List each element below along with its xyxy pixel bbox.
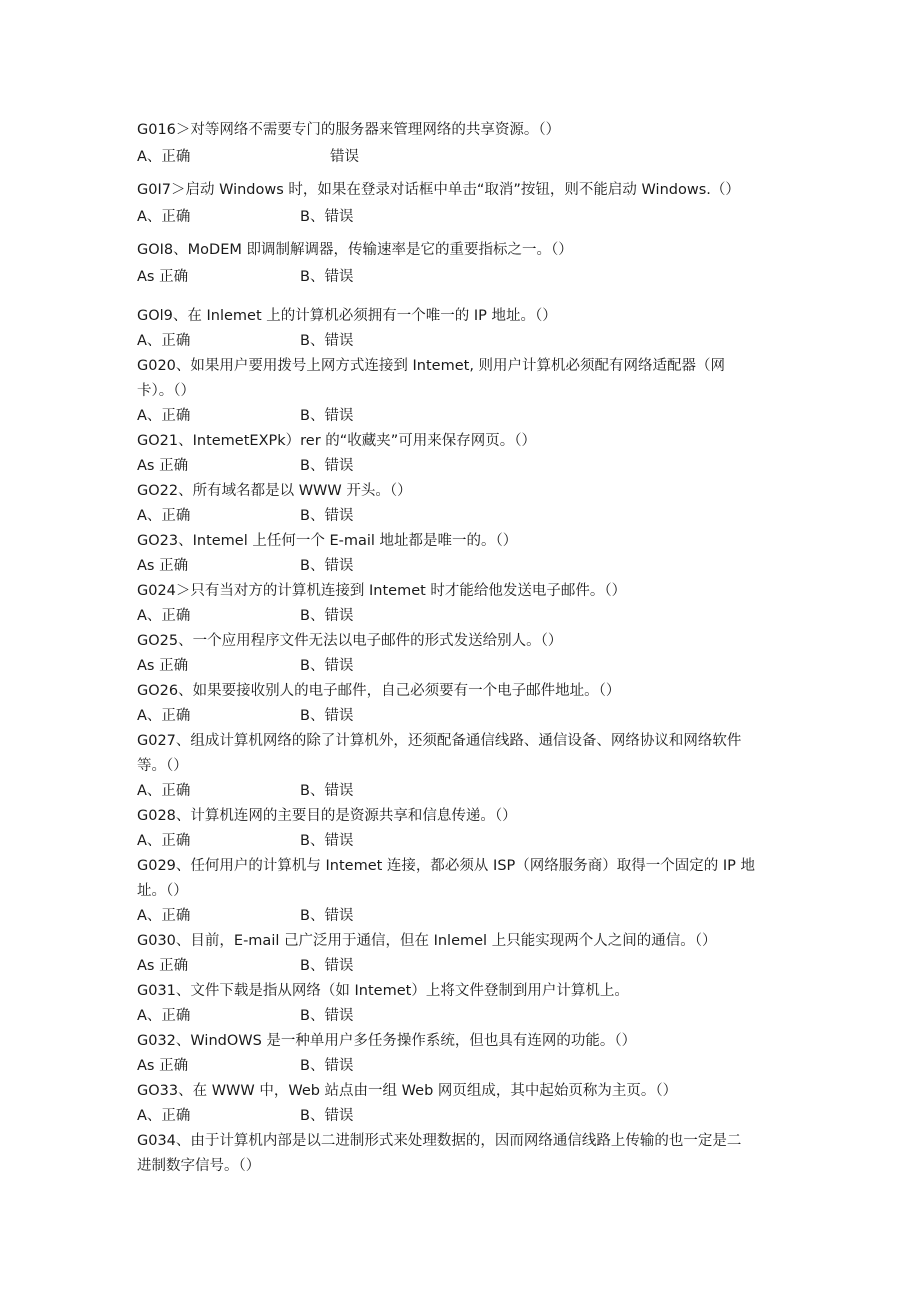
option-a-correct[interactable]: A、正确 [137,708,191,724]
option-a-correct[interactable]: As 正确 [137,958,189,974]
question-text: G030、目前，E-mail 己广泛用于通信，但在 Inlemel 上只能实现两个人之间的通信。（） [137,933,717,949]
option-b-wrong[interactable]: B、错误 [300,958,354,974]
option-b-wrong[interactable]: B、错误 [300,1058,354,1074]
option-a-correct[interactable]: A、正确 [137,833,191,849]
question-text: G031、文件下载是指从网络（如 Intemet）上将文件登制到用户计算机上。 [137,983,629,999]
answer-options [137,956,397,976]
option-a-correct[interactable]: A、正确 [137,408,191,424]
option-a-correct[interactable]: As 正确 [137,458,189,474]
option-a-correct[interactable]: A、正确 [137,333,191,349]
option-b-wrong[interactable]: B、错误 [300,708,354,724]
question-text: GO33、在 WWW 中，Web 站点由一组 Web 网页组成，其中起始页称为主页。（） [137,1083,678,1099]
question-text: G016＞对等网络不需要专门的服务器来管理网络的共享资源。（） [137,122,561,138]
question-text: G024＞只有当对方的计算机连接到 Intemet 时才能给他发送电子邮件。（） [137,583,627,599]
option-b-wrong[interactable]: B、错误 [300,783,354,799]
question-text: G028、计算机连网的主要目的是资源共享和信息传递。（） [137,808,517,824]
option-b-wrong[interactable]: B、错误 [300,508,354,524]
option-a-correct[interactable]: A、正确 [137,209,191,225]
answer-options [137,706,397,726]
question-text: G032、WindOWS 是一种单用户多任务操作系统，但也具有连网的功能。（） [137,1033,637,1049]
option-b-wrong[interactable]: 错误 [330,149,359,165]
answer-options [137,267,397,287]
answer-options [137,1006,397,1026]
option-a-correct[interactable]: As 正确 [137,558,189,574]
question-text: G034、由于计算机内部是以二进制形式来处理数据的，因而网络通信线路上传输的也一定是二 [137,1133,742,1149]
question-text: GO22、所有域名都是以 WWW 开头。（） [137,483,412,499]
question-text: GOl9、在 Inlemet 上的计算机必须拥有一个唯一的 IP 地址。（） [137,308,557,324]
question-text: G029、任何用户的计算机与 Intemet 连接，都必须从 ISP（网络服务商）取得一个固定的 IP 地 [137,858,756,874]
answer-options [137,406,397,426]
question-text: G0I7＞启动 Windows 时，如果在登录对话框中单击“取消”按钮，则不能启动 Windows.（） [137,182,740,198]
answer-options [137,207,397,227]
answer-options [137,147,397,167]
answer-options [137,606,397,626]
answer-options [137,556,397,576]
answer-options [137,906,397,926]
question-text-continued: 等。（） [137,758,188,774]
option-b-wrong[interactable]: B、错误 [300,558,354,574]
question-text: GO25、一个应用程序文件无法以电子邮件的形式发送给别人。（） [137,633,563,649]
option-a-correct[interactable]: A、正确 [137,908,191,924]
answer-options [137,1106,397,1126]
option-a-correct[interactable]: A、正确 [137,1108,191,1124]
question-text: GO23、Intemel 上任何一个 E-mail 地址都是唯一的。（） [137,533,518,549]
answer-options [137,781,397,801]
option-b-wrong[interactable]: B、错误 [300,269,354,285]
option-a-correct[interactable]: A、正确 [137,608,191,624]
option-a-correct[interactable]: As 正确 [137,269,189,285]
option-b-wrong[interactable]: B、错误 [300,833,354,849]
option-a-correct[interactable]: A、正确 [137,149,191,165]
answer-options [137,506,397,526]
question-text-continued: 址。（） [137,883,188,899]
question-text: G027、组成计算机网络的除了计算机外，还须配备通信线路、通信设备、网络协议和网络软件 [137,733,742,749]
option-b-wrong[interactable]: B、错误 [300,608,354,624]
answer-options [137,331,397,351]
option-b-wrong[interactable]: B、错误 [300,1108,354,1124]
option-b-wrong[interactable]: B、错误 [300,209,354,225]
question-text-continued: 进制数字信号。（） [137,1158,261,1174]
option-b-wrong[interactable]: B、错误 [300,333,354,349]
option-a-correct[interactable]: A、正确 [137,508,191,524]
question-text: GO21、IntemetEXPk）rer 的“收藏夹”可用来保存网页。（） [137,433,537,449]
option-a-correct[interactable]: A、正确 [137,783,191,799]
question-text: GOI8、MoDEM 即调制解调器，传输速率是它的重要指标之一。（） [137,242,573,258]
option-b-wrong[interactable]: B、错误 [300,458,354,474]
question-text: G020、如果用户要用拨号上网方式连接到 Intemet, 则用户计算机必须配有网络适配器（网 [137,358,726,374]
option-b-wrong[interactable]: B、错误 [300,1008,354,1024]
option-b-wrong[interactable]: B、错误 [300,658,354,674]
answer-options [137,656,397,676]
option-b-wrong[interactable]: B、错误 [300,408,354,424]
option-a-correct[interactable]: A、正确 [137,1008,191,1024]
option-a-correct[interactable]: As 正确 [137,658,189,674]
question-text-continued: 卡）。（） [137,383,195,399]
option-b-wrong[interactable]: B、错误 [300,908,354,924]
question-text: GO26、如果要接收别人的电子邮件，自己必须要有一个电子邮件地址。（） [137,683,621,699]
option-a-correct[interactable]: As 正确 [137,1058,189,1074]
answer-options [137,1056,397,1076]
answer-options [137,831,397,851]
answer-options [137,456,397,476]
